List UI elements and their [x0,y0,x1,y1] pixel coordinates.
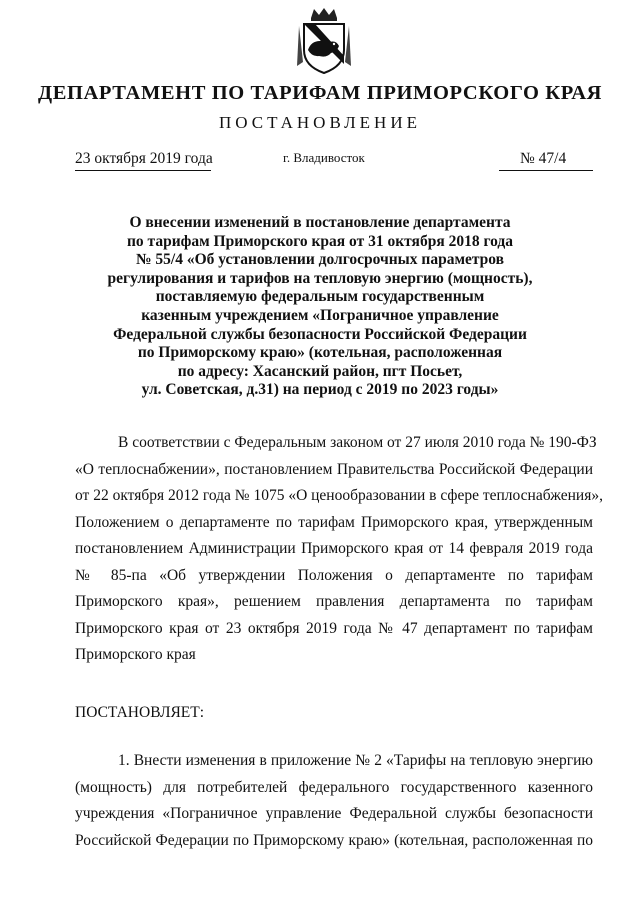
subject-line: ул. Советская, д.31) на период с 2019 по 2023 годы» [141,381,499,399]
subject-line: № 55/4 «Об установлении долгосрочных параметров [135,251,505,269]
document-type: ПОСТАНОВЛЕНИЕ [218,113,421,132]
primorsky-krai-coat-of-arms-icon [293,6,355,76]
department-title: ДЕПАРТАМЕНТ ПО ТАРИФАМ ПРИМОРСКОГО КРАЯ [37,82,603,104]
subject-line: О внесении изменений в постановление департамента [129,214,511,231]
preamble-line: В соответствии с Федеральным законом от 27 июля 2010 года № 190-ФЗ [118,434,597,451]
subject-line: регулирования и тарифов на тепловую энергию (мощность), [107,269,533,287]
preamble-line: Приморского края от 23 октября 2019 года № 47 департамент по тарифам [75,619,593,637]
subject-line: по тарифам Приморского края от 31 октября 2018 года [126,232,514,250]
clause-line: (мощность) для потребителей федерального государственного казенного [75,778,593,796]
subject-line: Федеральной службы безопасности Российской Федерации [113,325,527,343]
resolves-label: ПОСТАНОВЛЯЕТ: [75,704,205,721]
document-number: № 47/4 [520,150,567,167]
subject-line: по Приморскому краю» (котельная, расположенная [137,344,503,362]
document-city: г. Владивосток [283,150,365,165]
subject-line: поставляемую федеральным государственным [155,288,485,306]
preamble-line: от 22 октября 2012 года № 1075 «О ценообразовании в сфере теплоснабжения», [75,487,603,504]
preamble-line: постановлением Администрации Приморского края от 14 февраля 2019 года [75,540,593,557]
subject-line: казенным учреждением «Пограничное управление [141,306,499,324]
document-subject [0,214,640,400]
preamble-paragraph [75,430,603,669]
clause-1-paragraph [75,748,593,854]
number-underline [499,170,593,171]
preamble-line: «О теплоснабжении», постановлением Правительства Российской Федерации [75,460,593,478]
clause-line: 1. Внести изменения в приложение № 2 «Тарифы на тепловую энергию [118,752,593,769]
subject-line: по адресу: Хасанский район, пгт Посьет, [177,362,463,380]
preamble-line: Приморского края», решением правления департамента по тарифам [75,593,593,610]
preamble-line: № 85-па «Об утверждении Положения о департаменте по тарифам [75,566,593,584]
preamble-line: Положением о департаменте по тарифам Приморского края, утвержденным [75,513,593,531]
document-date: 23 октября 2019 года [75,150,213,167]
clause-line: учреждения «Пограничное управление Федеральной службы безопасности [75,805,593,822]
date-underline [75,170,211,171]
preamble-line: Приморского края [75,646,196,663]
clause-line: Российской Федерации по Приморскому краю» (котельная, расположенная по [75,831,593,849]
